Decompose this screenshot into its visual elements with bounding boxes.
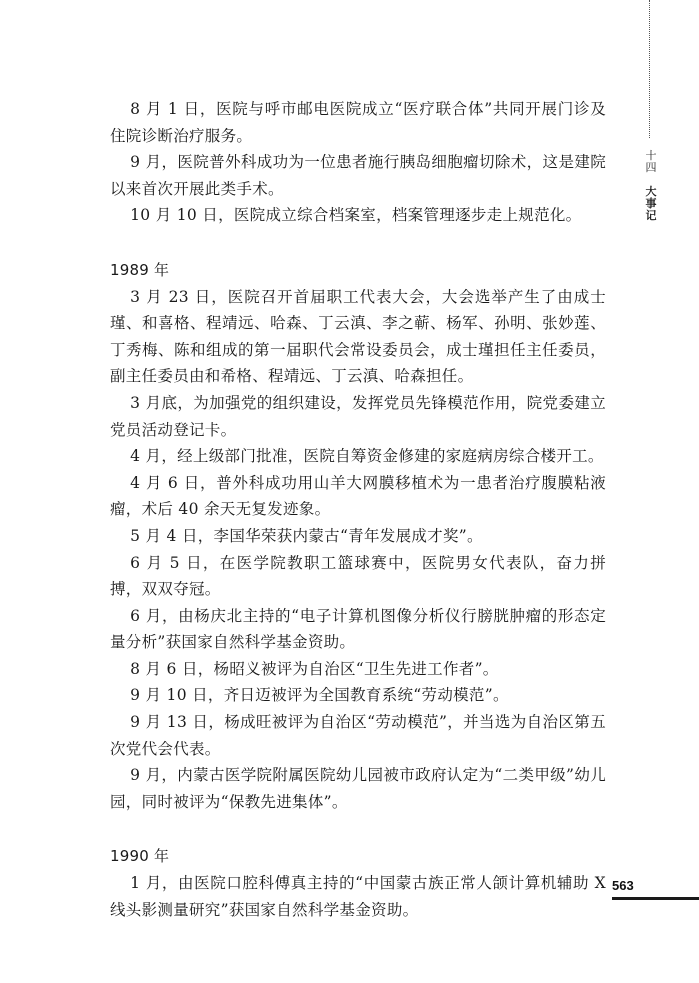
event-paragraph: 9 月，医院普外科成功为一位患者施行胰岛细胞瘤切除术，这是建院以来首次开展此类手术。: [110, 153, 606, 198]
event-paragraph: 3 月底，为加强党的组织建设，发挥党员先锋模范作用，院党委建立党员活动登记卡。: [110, 393, 606, 439]
event-paragraph: 6 月 5 日，在医学院教职工篮球赛中，医院男女代表队，奋力拼搏，双双夺冠。: [110, 553, 606, 599]
event-paragraph: 10 月 10 日，医院成立综合档案室，档案管理逐步走上规范化。: [130, 206, 582, 225]
year-heading-1989: 1989 年: [110, 260, 170, 279]
chapter-number: 十四: [645, 149, 657, 174]
event-paragraph: 9 月 13 日，杨成旺被评为自治区“劳动模范”，并当选为自治区第五次党代会代表。: [110, 713, 606, 758]
section-spacer: [110, 229, 606, 257]
event-paragraph: 1 月，由医院口腔科傅真主持的“中国蒙古族正常人颌计算机辅助 X 线头影测量研究”获国家自然科学基金资助。: [110, 874, 606, 919]
side-margin: [609, 0, 699, 983]
section-spacer: [110, 815, 606, 843]
page-number: 563: [612, 878, 634, 893]
page-number-rule: [612, 897, 699, 900]
event-paragraph: 9 月 10 日，齐日迈被评为全国教育系统“劳动模范”。: [130, 686, 509, 705]
dotted-divider: [649, 0, 650, 138]
event-paragraph: 9 月，内蒙古医学院附属医院幼儿园被市政府认定为“二类甲级”幼儿园，同时被评为“保教先进集体”。: [110, 766, 606, 811]
chapter-title: 大事记: [645, 185, 657, 222]
event-paragraph: 6 月，由杨庆北主持的“电子计算机图像分析仪行膀胱肿瘤的形态定量分析”获国家自然科学基金资助。: [110, 606, 606, 652]
event-paragraph: 3 月 23 日，医院召开首届职工代表大会，大会选举产生了由成士瑾、和喜格、程靖远、哈森、丁云滇、李之蕲、杨军、孙明、张妙莲、丁秀梅、陈和组成的第一届职代会常设委员会，成士瑾担任主任委员，副主任委员由和希格、程靖远、丁云滇、哈森担任。: [110, 287, 606, 386]
event-paragraph: 5 月 4 日，李国华荣获内蒙古“青年发展成才奖”。: [130, 526, 483, 545]
page-body: [110, 96, 606, 923]
event-paragraph: 8 月 1 日，医院与呼市邮电医院成立“医疗联合体”共同开展门诊及住院诊断治疗服务。: [110, 100, 606, 145]
year-heading-1990: 1990 年: [110, 847, 170, 866]
event-paragraph: 4 月 6 日，普外科成功用山羊大网膜移植术为一患者治疗腹膜粘液瘤，术后 40 余天无复发迹象。: [110, 473, 606, 519]
event-paragraph: 4 月，经上级部门批准，医院自筹资金修建的家庭病房综合楼开工。: [130, 447, 604, 466]
event-paragraph: 8 月 6 日，杨昭义被评为自治区“卫生先进工作者”。: [130, 659, 499, 678]
